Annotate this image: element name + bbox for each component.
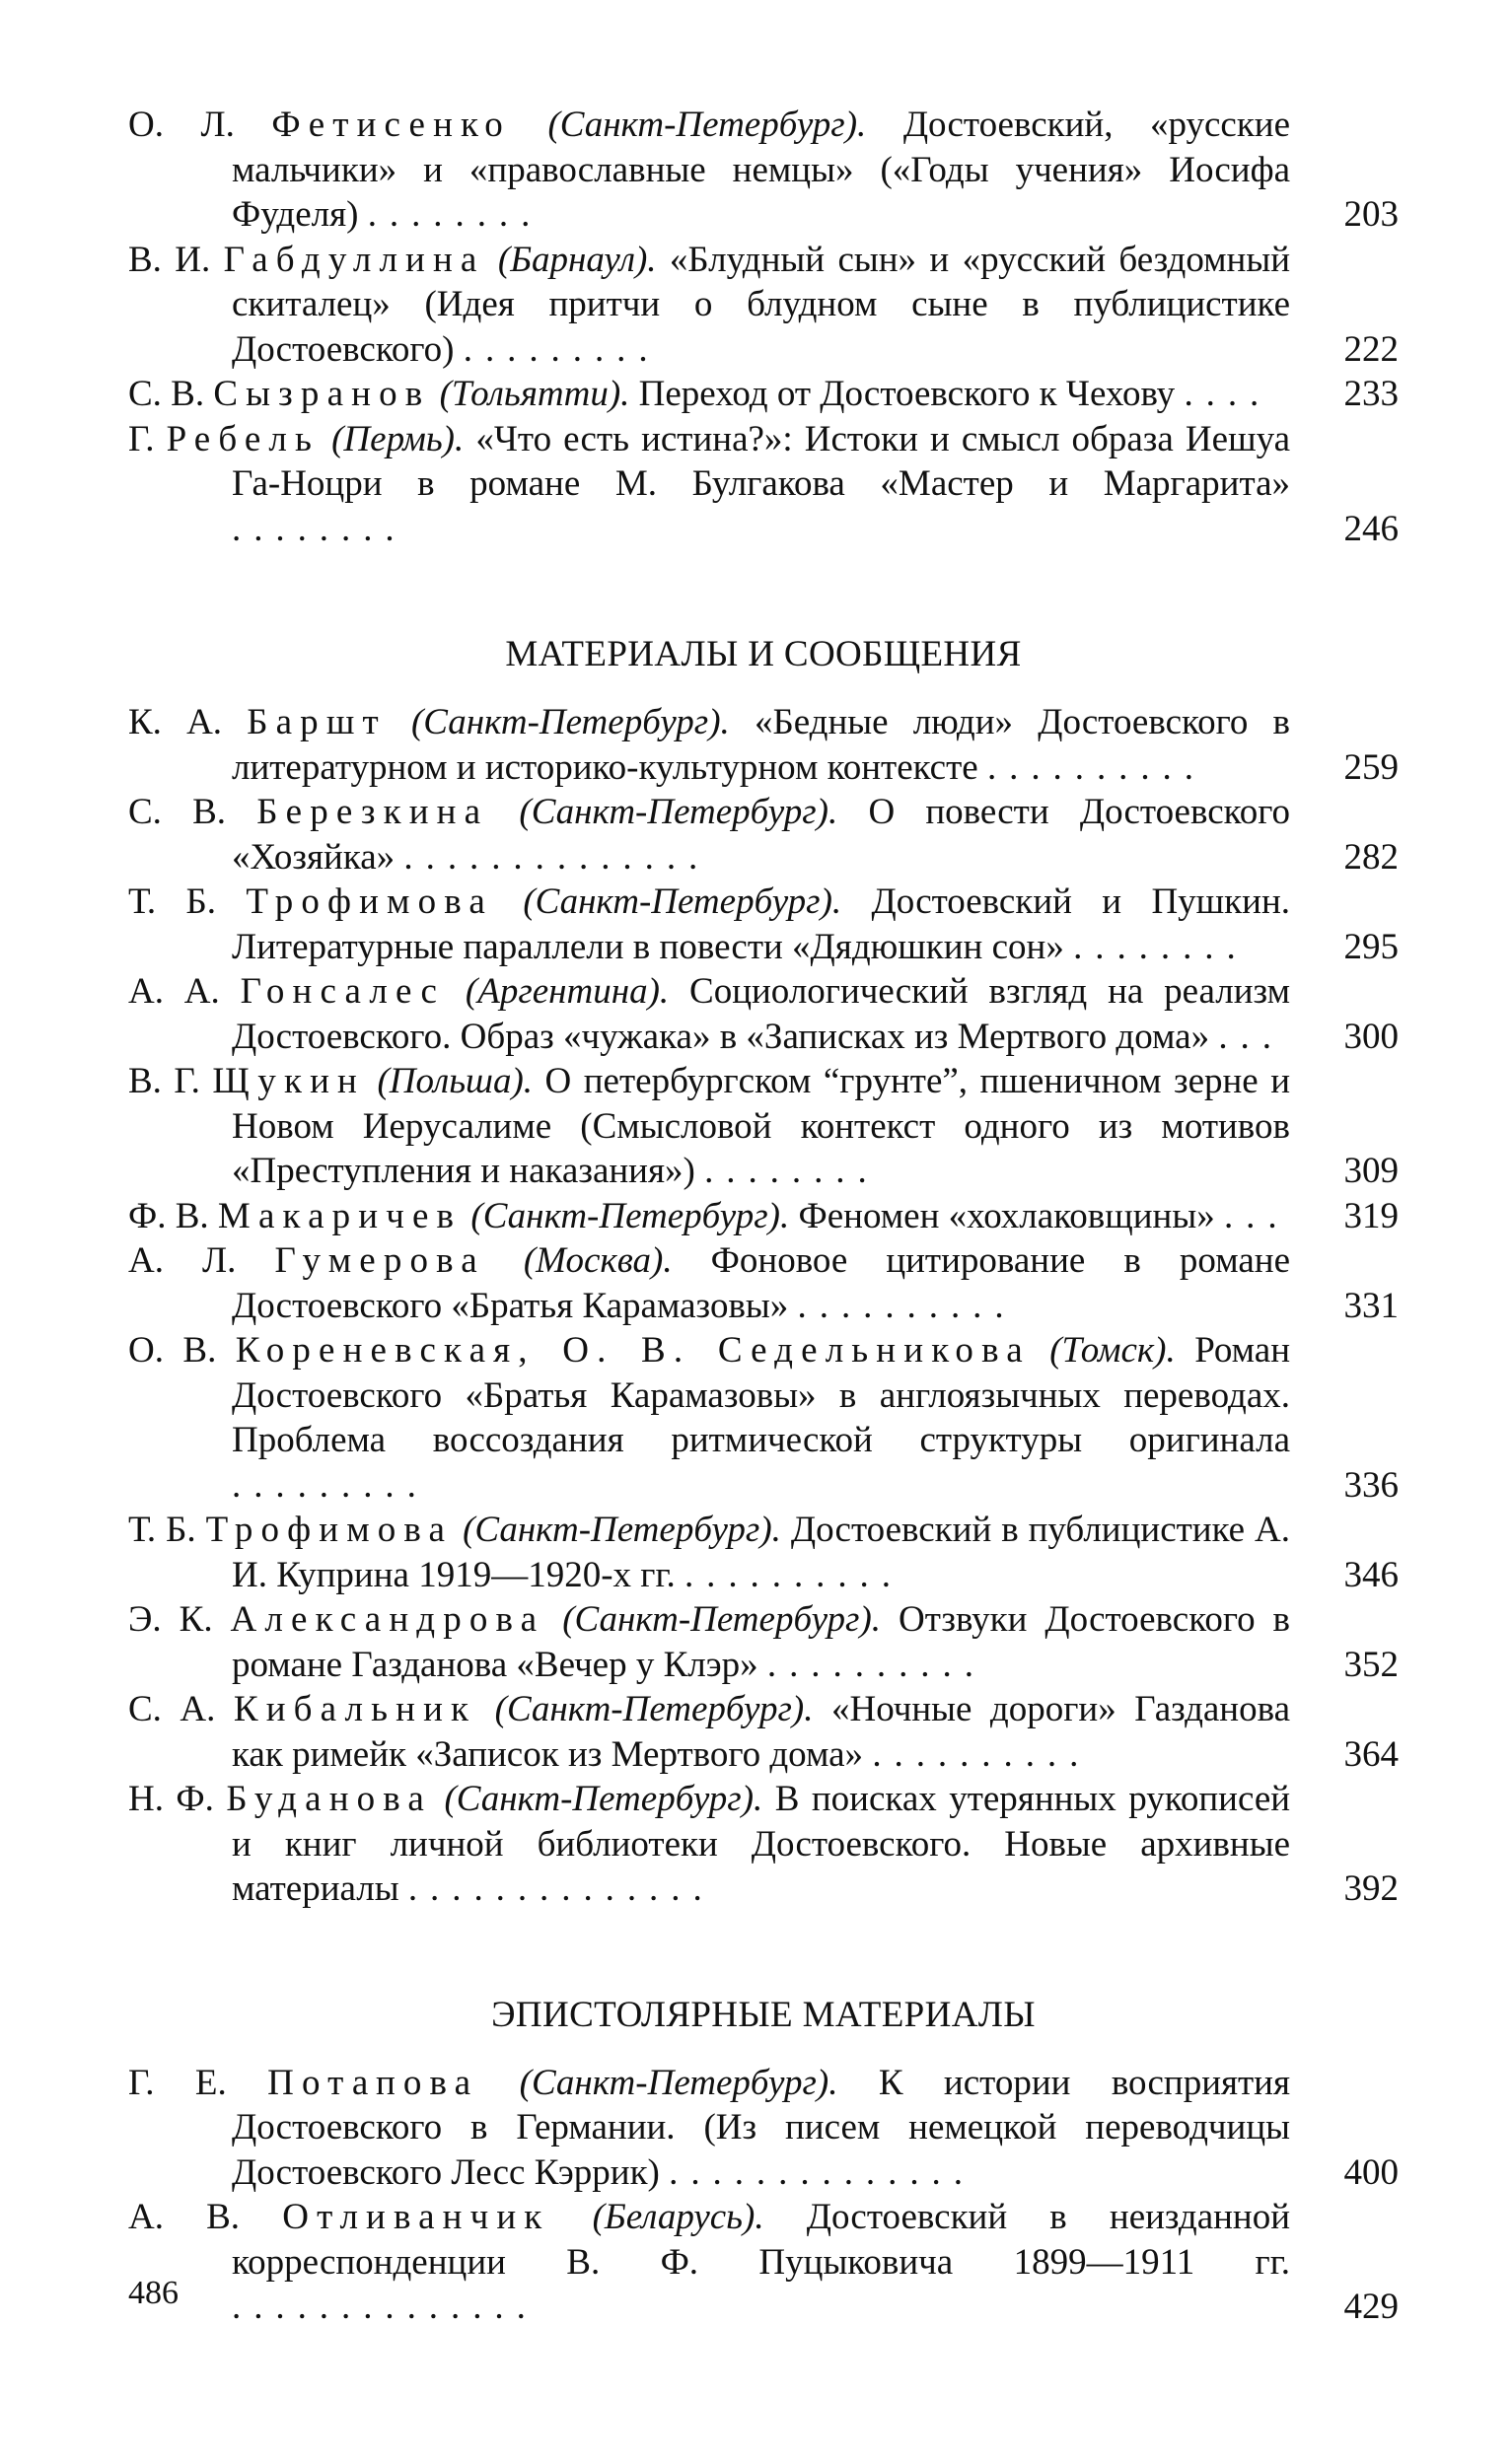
article-title: К истории восприятия Достоевского в Германии. (Из писем немецкой переводчицы Достоевского Лесс Кэррик) — [232, 2062, 1290, 2193]
section-heading: МАТЕРИАЛЫ И СООБЩЕНИЯ — [505, 634, 1022, 674]
page-number: 282 — [1343, 836, 1399, 878]
toc-entry — [128, 1687, 1399, 1777]
author-place: (Пермь). — [331, 418, 465, 459]
toc-entry — [128, 103, 1399, 238]
page-folio: 486 — [128, 2275, 179, 2311]
article-title: Фоновое цитирование в романе Достоевского «Братья Карамазовы» — [232, 1240, 1291, 1326]
author-place: (Санкт-Петербург). — [494, 1689, 814, 1729]
page-number: 295 — [1343, 926, 1399, 967]
toc-entry — [128, 790, 1399, 880]
page-number: 222 — [1343, 328, 1399, 370]
page-number: 233 — [1343, 374, 1399, 414]
page-number: 259 — [1343, 746, 1399, 788]
author-initials: О. Л. — [128, 105, 235, 145]
author-place: (Барнаул). — [497, 239, 657, 280]
author-name: Сызранов — [213, 374, 431, 414]
author-name: Кибальник — [233, 1689, 477, 1729]
page-number: 300 — [1343, 1016, 1399, 1057]
author-place: (Санкт-Петербург). — [547, 105, 867, 145]
author-initials: А. В. — [128, 2197, 241, 2237]
page-number: 331 — [1343, 1285, 1399, 1326]
toc-entry — [128, 1597, 1399, 1687]
dot-leader: .......... — [797, 1285, 1017, 1326]
author-initials: Г. Е. — [128, 2062, 227, 2103]
toc-entry — [128, 969, 1399, 1059]
page-number: 319 — [1343, 1195, 1399, 1236]
toc-entry — [128, 1194, 1399, 1239]
section-heading: ЭПИСТОЛЯРНЫЕ МАТЕРИАЛЫ — [491, 1994, 1036, 2035]
author-place: (Санкт-Петербург). — [562, 1599, 882, 1640]
article-title: «Что есть истина?»: Истоки и смысл образа Иешуа Га-Ноцри в романе М. Булгакова «Мастер и Маргарита» — [232, 418, 1290, 504]
page-number: 246 — [1343, 508, 1399, 549]
page-number: 364 — [1343, 1733, 1399, 1775]
author-place: (Тольятти). — [439, 374, 630, 414]
author-initials: Г. — [128, 418, 155, 459]
author-initials: А. Л. — [128, 1240, 237, 1281]
toc-entry — [128, 2195, 1399, 2330]
author-initials: С. А. — [128, 1689, 216, 1729]
author-name: Потапова — [267, 2062, 479, 2103]
article-title: Отзвуки Достоевского в романе Газданова «Вечер у Клэр» — [232, 1599, 1291, 1685]
dot-leader: ... — [1218, 1016, 1284, 1057]
author-place: (Санкт-Петербург). — [444, 1779, 763, 1819]
author-name: Щукин — [212, 1061, 365, 1101]
author-initials: Ф. В. — [128, 1195, 209, 1236]
article-title: Переход от Достоевского к Чехову — [638, 374, 1176, 414]
page-number: 336 — [1343, 1464, 1399, 1506]
toc-entry — [128, 238, 1399, 373]
toc-entry — [128, 880, 1399, 969]
author-place: (Санкт-Петербург). — [463, 1510, 781, 1550]
article-title: О петербургском “грунте”, пшеничном зерне и Новом Иерусалиме (Смысловой контекст одного из мотивов «Преступления и наказания») — [232, 1061, 1291, 1191]
page-number: 352 — [1343, 1644, 1399, 1685]
page-number: 392 — [1343, 1868, 1399, 1909]
page-number: 346 — [1343, 1554, 1399, 1595]
author-initials: К. А. — [128, 702, 223, 742]
author-name: Макаричев — [217, 1195, 463, 1236]
article-title: «Бедные люди» Достоевского в литературном и историко-культурном контексте — [232, 702, 1291, 788]
article-title: Социологический взгляд на реализм Достоевского. Образ «чужака» в «Записках из Мертвого дома» — [232, 971, 1291, 1057]
article-title: Роман Достоевского «Братья Карамазовы» в англоязычных переводах. Проблема воссоздания ритмической структуры оригинала — [232, 1330, 1291, 1460]
author-name: Гумерова — [274, 1240, 485, 1281]
author-initials: С. В. — [128, 792, 227, 832]
page-number: 400 — [1343, 2151, 1399, 2193]
author-place: (Санкт-Петербург). — [519, 2062, 838, 2103]
dot-leader: .............. — [669, 2151, 975, 2193]
dot-leader: .......... — [766, 1644, 986, 1685]
author-place: (Томск). — [1049, 1330, 1176, 1371]
author-initials: Э. К. — [128, 1599, 213, 1640]
page-number: 309 — [1343, 1151, 1399, 1191]
toc-section — [128, 1993, 1399, 2330]
article-title: Феномен «хохлаковщины» — [798, 1195, 1215, 1236]
author-name: Гонсалес — [240, 971, 446, 1012]
toc-entry — [128, 1059, 1399, 1194]
toc-entry — [128, 1238, 1399, 1328]
page-number: 429 — [1343, 2287, 1399, 2327]
author-initials: В. И. — [128, 239, 211, 280]
dot-leader: .............. — [403, 836, 711, 878]
toc-entry — [128, 1777, 1399, 1912]
author-name: Буданова — [226, 1779, 432, 1819]
author-place: (Москва). — [523, 1240, 673, 1281]
author-place: (Беларусь). — [592, 2197, 764, 2237]
dot-leader: .............. — [232, 2287, 539, 2327]
toc-entry — [128, 417, 1399, 552]
article-title: «Ночные дороги» Газданова как римейк «Записок из Мертвого дома» — [232, 1689, 1291, 1775]
toc-section — [128, 632, 1399, 1912]
author-place: (Польша). — [377, 1061, 534, 1101]
author-place: (Аргентина). — [465, 971, 670, 1012]
article-title: Достоевский и Пушкин. Литературные параллели в повести «Дядюшкин сон» — [232, 881, 1291, 967]
dot-leader: ........ — [367, 194, 543, 235]
author-name: Трофимова — [246, 881, 493, 922]
author-place: (Санкт-Петербург). — [523, 881, 842, 922]
article-title: Достоевский в неизданной корреспонденции В. Ф. Пуцыковича 1899—1911 гг. — [232, 2197, 1291, 2283]
author-initials: В. Г. — [128, 1061, 200, 1101]
table-of-contents — [128, 103, 1399, 2330]
author-name: Отливанчик — [282, 2197, 550, 2237]
author-name: Березкина — [256, 792, 489, 832]
author-place: (Санкт-Петербург). — [410, 702, 730, 742]
toc-entry — [128, 2061, 1399, 2196]
article-title: Достоевский в публицистике А. И. Куприна 1919—1920-х гг. — [232, 1510, 1290, 1595]
toc-section — [128, 103, 1399, 551]
author-name: Трофимова — [205, 1510, 454, 1550]
toc-entry — [128, 1328, 1399, 1508]
dot-leader: ........ — [704, 1151, 880, 1191]
author-name: Баршт — [247, 702, 387, 742]
dot-leader: .... — [1184, 374, 1272, 414]
article-title: В поисках утерянных рукописей и книг личной библиотеки Достоевского. Новые архивные материалы — [232, 1779, 1291, 1909]
dot-leader: ......... — [463, 328, 661, 370]
dot-leader: ........ — [1073, 926, 1249, 967]
page-number: 203 — [1343, 194, 1399, 235]
author-name: Фетисенко — [271, 105, 511, 145]
article-title: Достоевский, «русские мальчики» и «православные немцы» («Годы учения» Иосифа Фуделя) — [232, 105, 1291, 235]
author-name: Кореневская, О. В. Седельникова — [235, 1330, 1031, 1371]
article-title: «Блудный сын» и «русский бездомный скиталец» (Идея притчи о блудном сыне в публицистике Достоевского) — [232, 239, 1291, 370]
author-initials: О. В. — [128, 1330, 217, 1371]
dot-leader: ........ — [232, 508, 407, 549]
dot-leader: .......... — [872, 1733, 1092, 1775]
toc-entry — [128, 700, 1399, 790]
article-title: О повести Достоевского «Хозяйка» — [232, 792, 1291, 878]
author-initials: Т. Б. — [128, 881, 217, 922]
author-place: (Санкт-Петербург). — [470, 1195, 790, 1236]
author-name: Габдуллина — [223, 239, 485, 280]
author-initials: А. А. — [128, 971, 220, 1012]
author-name: Александрова — [230, 1599, 545, 1640]
author-name: Ребель — [166, 418, 321, 459]
dot-leader: .............. — [407, 1868, 715, 1909]
dot-leader: ... — [1223, 1195, 1290, 1236]
dot-leader: .......... — [684, 1554, 903, 1595]
author-place: (Санкт-Петербург). — [519, 792, 838, 832]
toc-entry — [128, 372, 1399, 417]
author-initials: Н. Ф. — [128, 1779, 214, 1819]
author-initials: С. В. — [128, 374, 205, 414]
author-initials: Т. Б. — [128, 1510, 196, 1550]
toc-entry — [128, 1508, 1399, 1597]
dot-leader: .......... — [986, 746, 1206, 788]
dot-leader: ......... — [232, 1464, 429, 1506]
